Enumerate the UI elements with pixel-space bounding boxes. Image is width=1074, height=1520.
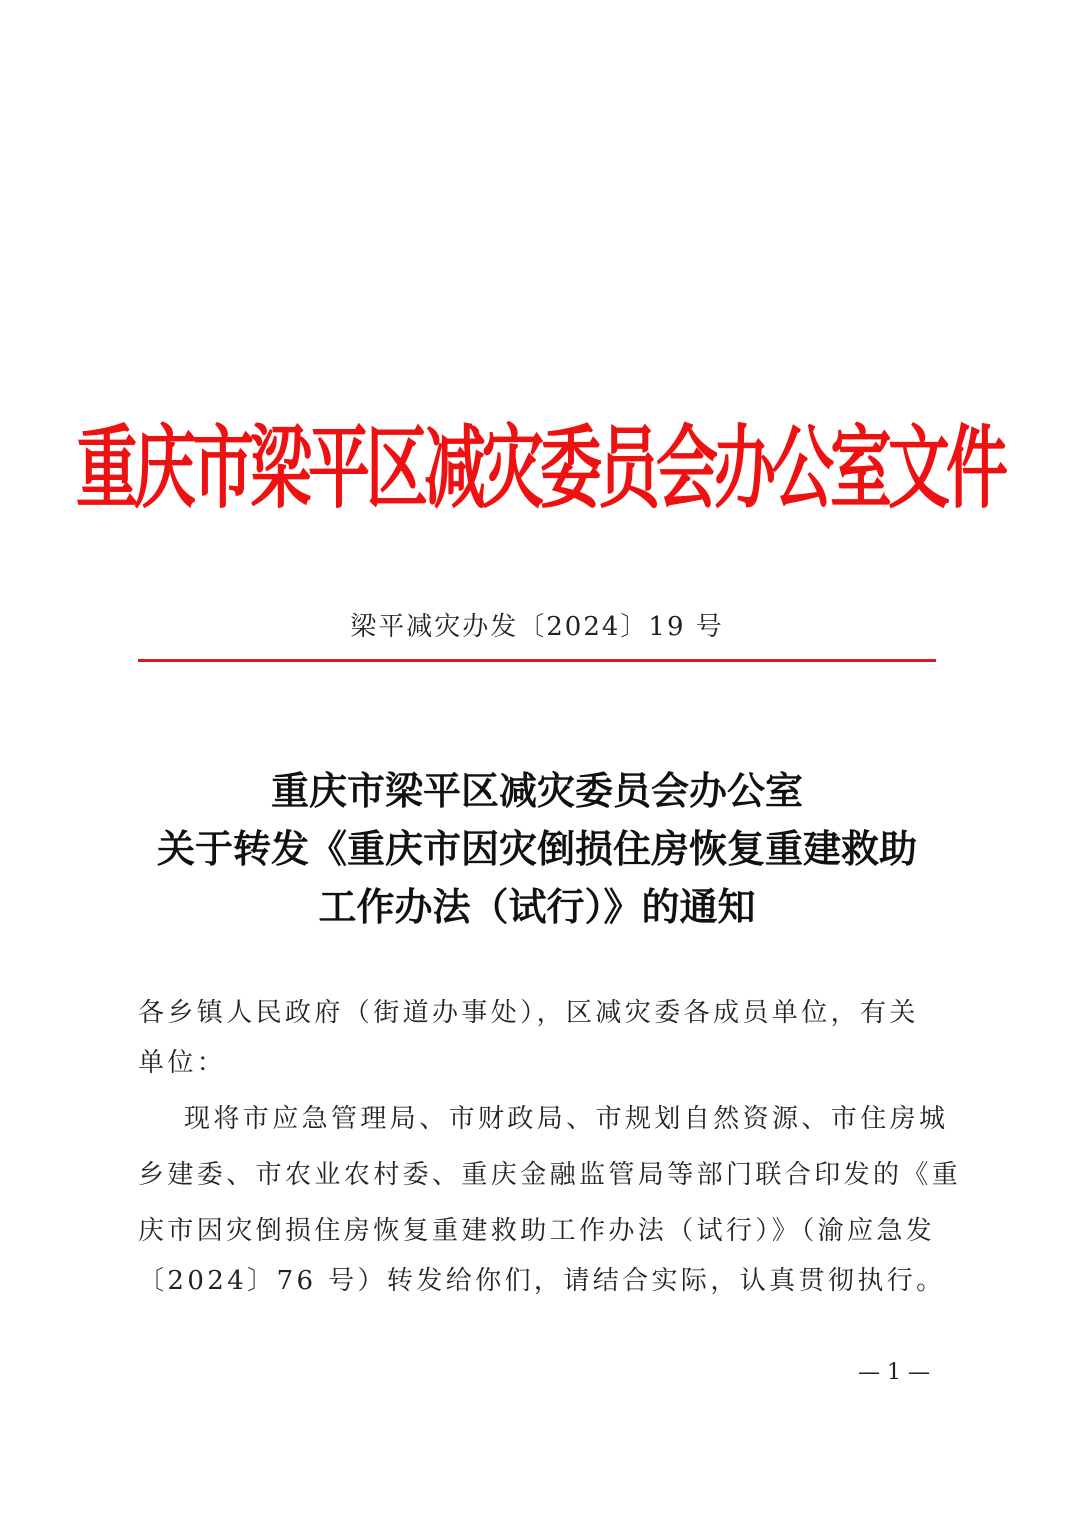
notice-title-line-3: 工作办法（试行）》的通知 [318,884,756,929]
body-paragraph-line-1: 现将市应急管理局、市财政局、市规划自然资源、市住房城 [184,1104,949,1134]
body-paragraph-line-4: 〔2024〕76 号）转发给你们，请结合实际，认真贯彻执行。 [138,1266,946,1296]
body-paragraph-line-2: 乡建委、市农业农村委、重庆金融监管局等部门联合印发的《重 [138,1160,962,1190]
addressee-line-2: 单位： [138,1048,227,1078]
document-number: 梁平减灾办发〔2024〕19 号 [350,612,724,642]
notice-title-line-2: 关于转发《重庆市因灾倒损住房恢复重建救助 [156,826,917,871]
body-paragraph-line-3: 庆市因灾倒损住房恢复重建救助工作办法（试行）》（渝应急发 [138,1216,936,1246]
page-number: — 1 — [858,1360,930,1385]
notice-title-line-1: 重庆市梁平区减灾委员会办公室 [270,768,803,813]
red-divider-line [138,659,936,662]
addressee-line-1: 各乡镇人民政府（街道办事处），区减灾委各成员单位，有关 [138,998,919,1028]
issuer-red-header: 重庆市梁平区减灾委员会办公室文件 [76,414,1005,521]
